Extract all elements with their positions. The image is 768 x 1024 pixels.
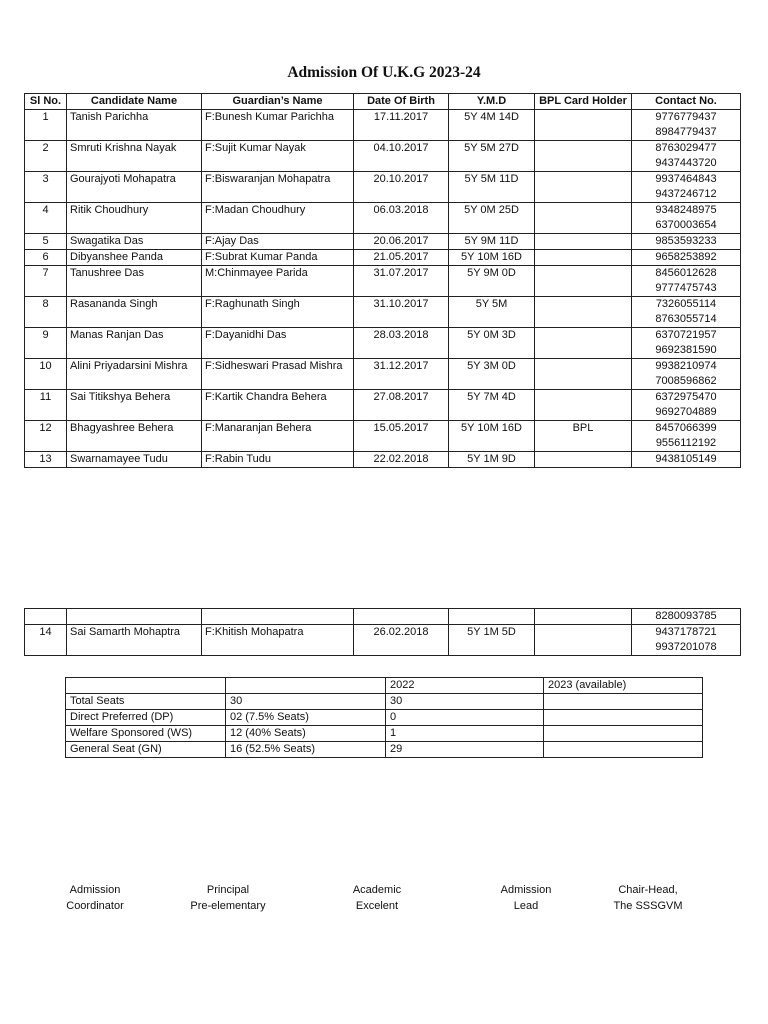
contact-number: 9348248975 xyxy=(655,204,717,216)
header-bpl-card-holder: BPL Card Holder xyxy=(535,94,632,110)
cell-contact-no xyxy=(632,421,741,452)
cell-bpl: BPL xyxy=(535,421,632,452)
admission-table-continued xyxy=(24,608,741,656)
header-ymd: Y.M.D xyxy=(449,94,535,110)
contact-number: 7008596862 xyxy=(655,375,717,387)
cell-guardian-name: M:Chinmayee Parida xyxy=(202,266,354,297)
signature-label xyxy=(35,882,155,914)
cell-ymd: 5Y 5M 11D xyxy=(449,172,535,203)
cell-ymd: 5Y 10M 16D xyxy=(449,421,535,452)
contact-number: 9853593233 xyxy=(655,235,717,247)
cell-date-of-birth: 27.08.2017 xyxy=(354,390,449,421)
cell-date-of-birth xyxy=(354,609,449,625)
cell-guardian-name: F:Madan Choudhury xyxy=(202,203,354,234)
table-row xyxy=(25,110,741,141)
seats-cell-label: Welfare Sponsored (WS) xyxy=(66,726,226,742)
seats-header-cell xyxy=(226,678,386,694)
table-header-row xyxy=(25,94,741,110)
table-row xyxy=(25,250,741,266)
signature-label xyxy=(168,882,288,914)
cell-ymd: 5Y 10M 16D xyxy=(449,250,535,266)
document-title: Admission Of U.K.G 2023-24 xyxy=(287,64,481,81)
table-row xyxy=(25,203,741,234)
cell-ymd: 5Y 3M 0D xyxy=(449,359,535,390)
signature-line: The SSSGVM xyxy=(613,900,683,912)
signature-line: Admission xyxy=(500,884,552,896)
cell-sl-no: 4 xyxy=(25,203,67,234)
table-row-blank xyxy=(25,609,741,625)
cell-ymd: 5Y 7M 4D xyxy=(449,390,535,421)
cell-bpl xyxy=(535,172,632,203)
contact-number: 9777475743 xyxy=(655,282,717,294)
cell-date-of-birth: 26.02.2018 xyxy=(354,625,449,656)
cell-guardian-name: F:Rabin Tudu xyxy=(202,452,354,468)
contact-number: 9776779437 xyxy=(655,111,717,123)
table-row xyxy=(25,452,741,468)
cell-date-of-birth: 15.05.2017 xyxy=(354,421,449,452)
table-row xyxy=(25,328,741,359)
cell-candidate-name: Tanushree Das xyxy=(67,266,202,297)
contact-number: 7326055114 xyxy=(655,298,717,310)
contact-number: 9438105149 xyxy=(655,453,717,465)
seats-header-cell: 2022 xyxy=(386,678,544,694)
contact-number: 8456012628 xyxy=(655,267,717,279)
cell-ymd: 5Y 5M xyxy=(449,297,535,328)
table-row xyxy=(25,266,741,297)
seats-cell-2023 xyxy=(544,694,703,710)
cell-guardian-name: F:Dayanidhi Das xyxy=(202,328,354,359)
cell-sl-no: 13 xyxy=(25,452,67,468)
cell-contact-no xyxy=(632,110,741,141)
seats-cell-2022: 0 xyxy=(386,710,544,726)
cell-guardian-name: F:Subrat Kumar Panda xyxy=(202,250,354,266)
cell-guardian-name: F:Manaranjan Behera xyxy=(202,421,354,452)
cell-contact-no xyxy=(632,452,741,468)
cell-guardian-name: F:Sujit Kumar Nayak xyxy=(202,141,354,172)
cell-contact-no xyxy=(632,234,741,250)
header-guardian-name: Guardian’s Name xyxy=(202,94,354,110)
cell-date-of-birth: 20.10.2017 xyxy=(354,172,449,203)
signature-line: Chair-Head, xyxy=(618,884,678,896)
signature-line: Coordinator xyxy=(66,900,124,912)
cell-contact-no xyxy=(632,625,741,656)
seats-table xyxy=(65,677,703,758)
cell-date-of-birth: 04.10.2017 xyxy=(354,141,449,172)
cell-sl-no: 5 xyxy=(25,234,67,250)
cell-candidate-name: Sai Samarth Mohaptra xyxy=(67,625,202,656)
cell-date-of-birth: 31.12.2017 xyxy=(354,359,449,390)
contact-number: 9692381590 xyxy=(655,344,717,356)
cell-bpl xyxy=(535,359,632,390)
cell-ymd: 5Y 1M 5D xyxy=(449,625,535,656)
cell-ymd xyxy=(449,609,535,625)
cell-sl-no: 8 xyxy=(25,297,67,328)
contact-number: 8984779437 xyxy=(655,126,717,138)
cell-sl-no: 1 xyxy=(25,110,67,141)
cell-sl-no: 2 xyxy=(25,141,67,172)
seats-row xyxy=(66,726,703,742)
cell-contact-no xyxy=(632,250,741,266)
contact-number: 9437443720 xyxy=(655,157,717,169)
cell-candidate-name: Swarnamayee Tudu xyxy=(67,452,202,468)
seats-cell-allotment: 30 xyxy=(226,694,386,710)
admission-table-body xyxy=(25,110,741,468)
cell-bpl xyxy=(535,110,632,141)
cell-date-of-birth: 28.03.2018 xyxy=(354,328,449,359)
seats-cell-2023 xyxy=(544,742,703,758)
table-row xyxy=(25,421,741,452)
cell-bpl xyxy=(535,452,632,468)
seats-header-row xyxy=(66,678,703,694)
cell-candidate-name: Alini Priyadarsini Mishra xyxy=(67,359,202,390)
signature-line: Academic xyxy=(352,884,402,896)
cell-guardian-name xyxy=(202,609,354,625)
cell-bpl xyxy=(535,141,632,172)
signature-label xyxy=(317,882,437,914)
contact-number: 9692704889 xyxy=(655,406,717,418)
cell-ymd: 5Y 4M 14D xyxy=(449,110,535,141)
cell-contact-no xyxy=(632,390,741,421)
cell-candidate-name: Sai Titikshya Behera xyxy=(67,390,202,421)
cell-sl-no: 12 xyxy=(25,421,67,452)
contact-number: 9937201078 xyxy=(655,641,717,653)
cell-bpl xyxy=(535,609,632,625)
signature-label xyxy=(466,882,586,914)
seats-cell-2022: 1 xyxy=(386,726,544,742)
cell-contact-no xyxy=(632,203,741,234)
header-contact-no: Contact No. xyxy=(632,94,741,110)
cell-sl-no: 3 xyxy=(25,172,67,203)
cell-bpl xyxy=(535,328,632,359)
cell-contact-no xyxy=(632,172,741,203)
seats-cell-allotment: 02 (7.5% Seats) xyxy=(226,710,386,726)
seats-cell-label: General Seat (GN) xyxy=(66,742,226,758)
table-row xyxy=(25,141,741,172)
signature-line: Excelent xyxy=(355,900,399,912)
cell-sl-no: 10 xyxy=(25,359,67,390)
seats-cell-allotment: 16 (52.5% Seats) xyxy=(226,742,386,758)
table-row xyxy=(25,234,741,250)
cell-ymd: 5Y 9M 11D xyxy=(449,234,535,250)
cell-date-of-birth: 31.10.2017 xyxy=(354,297,449,328)
cell-bpl xyxy=(535,234,632,250)
seats-row xyxy=(66,742,703,758)
cell-bpl xyxy=(535,266,632,297)
cell-candidate-name xyxy=(67,609,202,625)
cell-candidate-name: Swagatika Das xyxy=(67,234,202,250)
cell-bpl xyxy=(535,250,632,266)
contact-number: 9437246712 xyxy=(655,188,717,200)
seats-cell-2023 xyxy=(544,710,703,726)
contact-number: 6372975470 xyxy=(655,391,717,403)
seats-cell-label: Direct Preferred (DP) xyxy=(66,710,226,726)
cell-sl-no: 7 xyxy=(25,266,67,297)
signature-line: Lead xyxy=(513,900,539,912)
cell-sl-no: 14 xyxy=(25,625,67,656)
cell-date-of-birth: 20.06.2017 xyxy=(354,234,449,250)
signature-line: Principal xyxy=(206,884,250,896)
cell-guardian-name: F:Kartik Chandra Behera xyxy=(202,390,354,421)
header-sl-no: Sl No. xyxy=(25,94,67,110)
signature-line: Admission xyxy=(69,884,121,896)
cell-bpl xyxy=(535,625,632,656)
cell-candidate-name: Gourajyoti Mohapatra xyxy=(67,172,202,203)
cell-candidate-name: Tanish Parichha xyxy=(67,110,202,141)
header-date-of-birth: Date Of Birth xyxy=(354,94,449,110)
cell-bpl xyxy=(535,390,632,421)
contact-number: 9938210974 xyxy=(655,360,717,372)
cell-guardian-name: F:Ajay Das xyxy=(202,234,354,250)
cell-guardian-name: F:Sidheswari Prasad Mishra xyxy=(202,359,354,390)
cell-contact-no xyxy=(632,266,741,297)
header-candidate-name: Candidate Name xyxy=(67,94,202,110)
admission-table xyxy=(24,93,741,468)
seats-cell-2022: 30 xyxy=(386,694,544,710)
cell-candidate-name: Dibyanshee Panda xyxy=(67,250,202,266)
contact-number: 8457066399 xyxy=(655,422,717,434)
cell-ymd: 5Y 0M 3D xyxy=(449,328,535,359)
signature-line: Pre-elementary xyxy=(190,900,266,912)
contact-number: 8763029477 xyxy=(655,142,717,154)
cell-date-of-birth: 17.11.2017 xyxy=(354,110,449,141)
cell-guardian-name: F:Bunesh Kumar Parichha xyxy=(202,110,354,141)
seats-cell-allotment: 12 (40% Seats) xyxy=(226,726,386,742)
table-row xyxy=(25,297,741,328)
cell-contact-no xyxy=(632,297,741,328)
table-row xyxy=(25,390,741,421)
seats-row xyxy=(66,694,703,710)
contact-number: 8763055714 xyxy=(655,313,717,325)
cell-bpl xyxy=(535,203,632,234)
seats-cell-2022: 29 xyxy=(386,742,544,758)
cell-sl-no: 9 xyxy=(25,328,67,359)
cell-sl-no xyxy=(25,609,67,625)
cell-contact-no xyxy=(632,328,741,359)
seats-header-cell: 2023 (available) xyxy=(544,678,703,694)
cell-date-of-birth: 06.03.2018 xyxy=(354,203,449,234)
cell-guardian-name: F:Khitish Mohapatra xyxy=(202,625,354,656)
cell-sl-no: 11 xyxy=(25,390,67,421)
cell-contact-no: 8280093785 xyxy=(632,609,741,625)
seats-table-body xyxy=(66,678,703,758)
cell-candidate-name: Manas Ranjan Das xyxy=(67,328,202,359)
contact-number: 9437178721 xyxy=(655,626,717,638)
cell-sl-no: 6 xyxy=(25,250,67,266)
contact-number: 9556112192 xyxy=(655,437,717,449)
cell-guardian-name: F:Biswaranjan Mohapatra xyxy=(202,172,354,203)
table-row xyxy=(25,172,741,203)
signature-label xyxy=(588,882,708,914)
cell-candidate-name: Smruti Krishna Nayak xyxy=(67,141,202,172)
table-row xyxy=(25,359,741,390)
cell-contact-no xyxy=(632,359,741,390)
cell-bpl xyxy=(535,297,632,328)
table-row xyxy=(25,625,741,656)
cell-ymd: 5Y 9M 0D xyxy=(449,266,535,297)
contact-number: 6370003654 xyxy=(655,219,717,231)
cell-ymd: 5Y 5M 27D xyxy=(449,141,535,172)
cell-date-of-birth: 21.05.2017 xyxy=(354,250,449,266)
seats-cell-2023 xyxy=(544,726,703,742)
contact-number: 9658253892 xyxy=(655,251,717,263)
seats-header-cell xyxy=(66,678,226,694)
cell-date-of-birth: 31.07.2017 xyxy=(354,266,449,297)
contact-number: 6370721957 xyxy=(655,329,717,341)
cell-ymd: 5Y 0M 25D xyxy=(449,203,535,234)
cell-candidate-name: Ritik Choudhury xyxy=(67,203,202,234)
cell-contact-no xyxy=(632,141,741,172)
cell-candidate-name: Bhagyashree Behera xyxy=(67,421,202,452)
cell-ymd: 5Y 1M 9D xyxy=(449,452,535,468)
seats-cell-label: Total Seats xyxy=(66,694,226,710)
cell-guardian-name: F:Raghunath Singh xyxy=(202,297,354,328)
cell-date-of-birth: 22.02.2018 xyxy=(354,452,449,468)
cell-candidate-name: Rasananda Singh xyxy=(67,297,202,328)
contact-number: 9937464843 xyxy=(655,173,717,185)
seats-row xyxy=(66,710,703,726)
